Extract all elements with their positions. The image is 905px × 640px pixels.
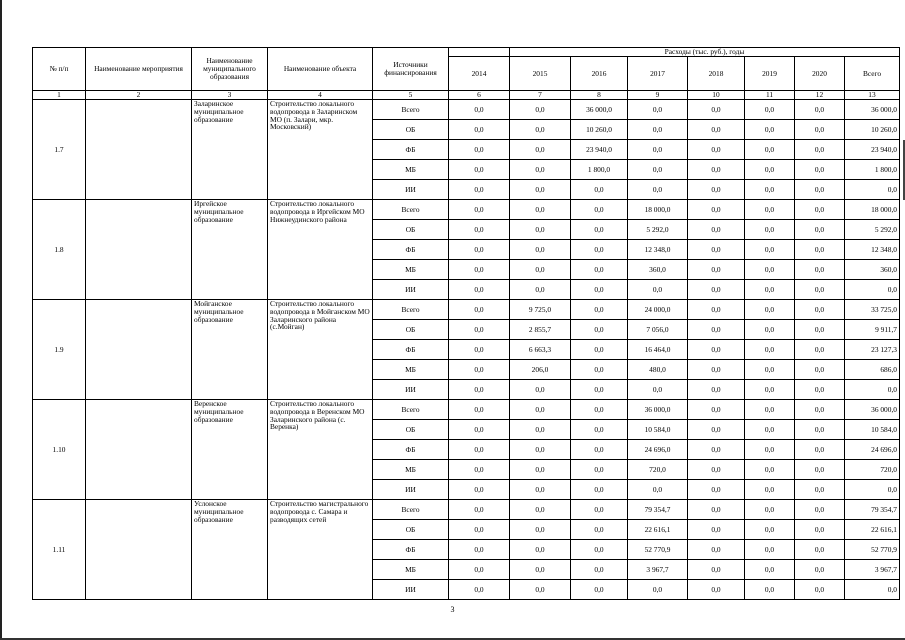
year-value: 0,0 xyxy=(510,580,571,600)
funding-source: МБ xyxy=(373,560,449,580)
total-value: 22 616,1 xyxy=(845,520,900,540)
column-number: 7 xyxy=(510,91,571,100)
table-row xyxy=(33,200,900,220)
year-value: 16 464,0 xyxy=(628,340,688,360)
total-value: 5 292,0 xyxy=(845,220,900,240)
year-value: 0,0 xyxy=(745,300,795,320)
municipality-name: Иргейское муниципальное образование xyxy=(192,200,268,300)
year-value: 3 967,7 xyxy=(628,560,688,580)
year-value: 0,0 xyxy=(688,440,745,460)
total-value: 1 800,0 xyxy=(845,160,900,180)
year-value: 0,0 xyxy=(688,560,745,580)
year-value: 0,0 xyxy=(745,180,795,200)
year-value: 0,0 xyxy=(795,260,845,280)
year-value: 0,0 xyxy=(745,240,795,260)
year-value: 0,0 xyxy=(628,160,688,180)
year-value: 0,0 xyxy=(628,380,688,400)
funding-source: ОБ xyxy=(373,220,449,240)
year-value: 0,0 xyxy=(745,100,795,120)
column-number: 3 xyxy=(192,91,268,100)
year-value: 0,0 xyxy=(688,300,745,320)
year-value: 0,0 xyxy=(745,280,795,300)
total-value: 12 348,0 xyxy=(845,240,900,260)
year-value: 0,0 xyxy=(449,460,510,480)
year-value: 0,0 xyxy=(449,500,510,520)
total-value: 10 584,0 xyxy=(845,420,900,440)
year-value: 0,0 xyxy=(449,480,510,500)
column-number: 4 xyxy=(268,91,373,100)
year-value: 0,0 xyxy=(571,380,628,400)
year-value: 0,0 xyxy=(628,140,688,160)
year-value: 24 696,0 xyxy=(628,440,688,460)
total-value: 0,0 xyxy=(845,580,900,600)
year-value: 0,0 xyxy=(688,320,745,340)
year-value: 10 260,0 xyxy=(571,120,628,140)
year-value: 9 725,0 xyxy=(510,300,571,320)
scan-edge-left xyxy=(0,0,2,640)
municipality-name: Услонское муниципальное образование xyxy=(192,500,268,600)
year-value: 1 800,0 xyxy=(571,160,628,180)
total-value: 0,0 xyxy=(845,380,900,400)
year-value: 5 292,0 xyxy=(628,220,688,240)
year-value: 0,0 xyxy=(449,400,510,420)
year-value: 0,0 xyxy=(745,360,795,380)
funding-source: ФБ xyxy=(373,440,449,460)
total-value: 18 000,0 xyxy=(845,200,900,220)
year-value: 0,0 xyxy=(795,440,845,460)
year-value: 0,0 xyxy=(449,100,510,120)
row-number: 1.8 xyxy=(33,200,86,300)
year-value: 0,0 xyxy=(795,460,845,480)
total-value: 52 770,9 xyxy=(845,540,900,560)
year-value: 0,0 xyxy=(745,580,795,600)
year-value: 0,0 xyxy=(688,400,745,420)
object-name: Строительство магистрального водопровода с. Самара и разводящих сетей xyxy=(268,500,373,600)
year-value: 23 940,0 xyxy=(571,140,628,160)
funding-source: ИИ xyxy=(373,180,449,200)
year-value: 0,0 xyxy=(795,120,845,140)
year-value: 0,0 xyxy=(688,380,745,400)
funding-source: ОБ xyxy=(373,520,449,540)
year-value: 0,0 xyxy=(449,280,510,300)
year-value: 0,0 xyxy=(628,120,688,140)
year-value: 36 000,0 xyxy=(628,400,688,420)
year-value: 0,0 xyxy=(745,340,795,360)
year-value: 0,0 xyxy=(688,220,745,240)
year-value: 0,0 xyxy=(745,420,795,440)
year-value: 0,0 xyxy=(795,300,845,320)
year-value: 0,0 xyxy=(571,360,628,380)
header-year: 2019 xyxy=(745,57,795,91)
year-value: 0,0 xyxy=(688,520,745,540)
year-value: 79 354,7 xyxy=(628,500,688,520)
year-value: 0,0 xyxy=(795,340,845,360)
municipality-name: Заларинское муниципальное образование xyxy=(192,100,268,200)
year-value: 0,0 xyxy=(795,320,845,340)
year-value: 0,0 xyxy=(795,280,845,300)
year-value: 12 348,0 xyxy=(628,240,688,260)
header-year: 2017 xyxy=(628,57,688,91)
header-expenses: Расходы (тыс. руб.), годы xyxy=(510,48,900,57)
total-value: 36 000,0 xyxy=(845,400,900,420)
year-value: 0,0 xyxy=(795,200,845,220)
total-value: 3 967,7 xyxy=(845,560,900,580)
column-number: 10 xyxy=(688,91,745,100)
funding-source: ИИ xyxy=(373,480,449,500)
year-value: 0,0 xyxy=(571,560,628,580)
year-value: 0,0 xyxy=(745,200,795,220)
total-value: 9 911,7 xyxy=(845,320,900,340)
event-cell xyxy=(86,500,192,600)
column-numbers-row xyxy=(33,91,900,100)
year-value: 0,0 xyxy=(510,140,571,160)
year-value: 0,0 xyxy=(571,480,628,500)
year-value: 0,0 xyxy=(510,260,571,280)
table-row xyxy=(33,300,900,320)
header-year: 2014 xyxy=(449,57,510,91)
year-value: 0,0 xyxy=(449,380,510,400)
year-value: 0,0 xyxy=(571,580,628,600)
year-value: 0,0 xyxy=(510,560,571,580)
funding-source: ОБ xyxy=(373,320,449,340)
year-value: 0,0 xyxy=(795,160,845,180)
year-value: 52 770,9 xyxy=(628,540,688,560)
event-cell xyxy=(86,400,192,500)
table-row xyxy=(33,400,900,420)
year-value: 0,0 xyxy=(449,360,510,380)
year-value: 0,0 xyxy=(795,480,845,500)
year-value: 0,0 xyxy=(571,280,628,300)
year-value: 0,0 xyxy=(745,520,795,540)
object-name: Строительство локального водопровода в Заларинском МО (п. Залари, мкр. Московский) xyxy=(268,100,373,200)
year-value: 0,0 xyxy=(628,180,688,200)
header-event: Наименование мероприятия xyxy=(86,48,192,91)
year-value: 0,0 xyxy=(571,540,628,560)
year-value: 0,0 xyxy=(449,420,510,440)
column-number: 5 xyxy=(373,91,449,100)
header-year: 2016 xyxy=(571,57,628,91)
year-value: 0,0 xyxy=(688,480,745,500)
event-cell xyxy=(86,200,192,300)
table-row xyxy=(33,100,900,120)
year-value: 0,0 xyxy=(795,380,845,400)
year-value: 0,0 xyxy=(449,300,510,320)
year-value: 0,0 xyxy=(510,480,571,500)
header-source: Источники финансирования xyxy=(373,48,449,91)
year-value: 10 584,0 xyxy=(628,420,688,440)
row-number: 1.9 xyxy=(33,300,86,400)
object-name: Строительство локального водопровода в Мойганском МО Заларинского района (с.Мойган) xyxy=(268,300,373,400)
year-value: 0,0 xyxy=(571,180,628,200)
year-value: 0,0 xyxy=(745,440,795,460)
column-number: 8 xyxy=(571,91,628,100)
funding-source: ИИ xyxy=(373,280,449,300)
year-value: 0,0 xyxy=(688,340,745,360)
year-value: 36 000,0 xyxy=(571,100,628,120)
year-value: 0,0 xyxy=(449,560,510,580)
year-value: 0,0 xyxy=(688,280,745,300)
year-value: 0,0 xyxy=(745,220,795,240)
year-value: 0,0 xyxy=(745,320,795,340)
object-name: Строительство локального водопровода в Веренском МО Заларинского района (с. Веренка) xyxy=(268,400,373,500)
year-value: 0,0 xyxy=(510,180,571,200)
year-value: 0,0 xyxy=(628,480,688,500)
year-value: 24 000,0 xyxy=(628,300,688,320)
total-value: 23 940,0 xyxy=(845,140,900,160)
event-cell xyxy=(86,300,192,400)
year-value: 0,0 xyxy=(510,420,571,440)
year-value: 480,0 xyxy=(628,360,688,380)
year-value: 720,0 xyxy=(628,460,688,480)
year-value: 0,0 xyxy=(688,160,745,180)
year-value: 0,0 xyxy=(510,460,571,480)
year-value: 0,0 xyxy=(688,460,745,480)
year-value: 0,0 xyxy=(510,240,571,260)
year-value: 0,0 xyxy=(688,140,745,160)
year-value: 0,0 xyxy=(795,100,845,120)
header-year: 2018 xyxy=(688,57,745,91)
year-value: 0,0 xyxy=(449,140,510,160)
year-value: 0,0 xyxy=(688,240,745,260)
row-number: 1.7 xyxy=(33,100,86,200)
year-value: 2 855,7 xyxy=(510,320,571,340)
year-value: 0,0 xyxy=(510,500,571,520)
funding-source: МБ xyxy=(373,160,449,180)
object-name: Строительство локального водопровода в Иргейском МО Нижнеудинского района xyxy=(268,200,373,300)
year-value: 0,0 xyxy=(510,440,571,460)
year-value: 0,0 xyxy=(745,560,795,580)
year-value: 0,0 xyxy=(571,320,628,340)
total-value: 0,0 xyxy=(845,180,900,200)
total-value: 33 725,0 xyxy=(845,300,900,320)
year-value: 0,0 xyxy=(688,260,745,280)
municipality-name: Мойганское муниципальное образование xyxy=(192,300,268,400)
year-value: 0,0 xyxy=(449,160,510,180)
total-value: 79 354,7 xyxy=(845,500,900,520)
year-value: 0,0 xyxy=(795,420,845,440)
year-value: 0,0 xyxy=(688,200,745,220)
funding-source: МБ xyxy=(373,460,449,480)
year-value: 22 616,1 xyxy=(628,520,688,540)
funding-source: Всего xyxy=(373,300,449,320)
expenses-table xyxy=(32,47,900,600)
year-value: 360,0 xyxy=(628,260,688,280)
year-value: 0,0 xyxy=(571,500,628,520)
year-value: 0,0 xyxy=(745,120,795,140)
total-value: 36 000,0 xyxy=(845,100,900,120)
year-value: 0,0 xyxy=(688,420,745,440)
total-value: 10 260,0 xyxy=(845,120,900,140)
year-value: 0,0 xyxy=(571,200,628,220)
year-value: 0,0 xyxy=(510,280,571,300)
total-value: 720,0 xyxy=(845,460,900,480)
year-value: 0,0 xyxy=(510,380,571,400)
year-value: 0,0 xyxy=(745,500,795,520)
year-value: 0,0 xyxy=(571,340,628,360)
year-value: 0,0 xyxy=(571,400,628,420)
year-value: 0,0 xyxy=(449,200,510,220)
funding-source: ФБ xyxy=(373,240,449,260)
funding-source: ФБ xyxy=(373,140,449,160)
year-value: 0,0 xyxy=(449,120,510,140)
year-value: 0,0 xyxy=(745,140,795,160)
year-value: 0,0 xyxy=(795,540,845,560)
funding-source: Всего xyxy=(373,400,449,420)
year-value: 0,0 xyxy=(745,460,795,480)
year-value: 0,0 xyxy=(449,240,510,260)
funding-source: ФБ xyxy=(373,540,449,560)
year-value: 0,0 xyxy=(571,240,628,260)
header-no: № п/п xyxy=(33,48,86,91)
year-value: 0,0 xyxy=(795,500,845,520)
year-value: 0,0 xyxy=(688,180,745,200)
year-value: 0,0 xyxy=(795,180,845,200)
year-value: 0,0 xyxy=(510,160,571,180)
year-value: 0,0 xyxy=(795,520,845,540)
year-value: 0,0 xyxy=(745,540,795,560)
funding-source: Всего xyxy=(373,500,449,520)
year-value: 0,0 xyxy=(449,440,510,460)
funding-source: МБ xyxy=(373,260,449,280)
year-value: 0,0 xyxy=(510,100,571,120)
total-value: 0,0 xyxy=(845,480,900,500)
year-value: 0,0 xyxy=(628,100,688,120)
year-value: 0,0 xyxy=(449,540,510,560)
year-value: 0,0 xyxy=(628,280,688,300)
year-value: 0,0 xyxy=(449,340,510,360)
table-body xyxy=(33,100,900,600)
event-cell xyxy=(86,100,192,200)
year-value: 0,0 xyxy=(571,220,628,240)
funding-source: ОБ xyxy=(373,120,449,140)
year-value: 18 000,0 xyxy=(628,200,688,220)
year-value: 0,0 xyxy=(628,580,688,600)
funding-source: Всего xyxy=(373,200,449,220)
column-number: 13 xyxy=(845,91,900,100)
year-value: 0,0 xyxy=(688,360,745,380)
year-value: 0,0 xyxy=(795,220,845,240)
funding-source: МБ xyxy=(373,360,449,380)
total-value: 0,0 xyxy=(845,280,900,300)
year-value: 0,0 xyxy=(449,320,510,340)
year-value: 206,0 xyxy=(510,360,571,380)
year-value: 0,0 xyxy=(745,480,795,500)
year-value: 0,0 xyxy=(571,260,628,280)
column-number: 1 xyxy=(33,91,86,100)
year-value: 0,0 xyxy=(795,140,845,160)
year-value: 0,0 xyxy=(688,100,745,120)
table-row xyxy=(33,500,900,520)
header-municipality: Наименование муниципального образования xyxy=(192,48,268,91)
year-value: 0,0 xyxy=(510,540,571,560)
year-value: 0,0 xyxy=(510,220,571,240)
funding-source: ФБ xyxy=(373,340,449,360)
year-value: 0,0 xyxy=(745,380,795,400)
municipality-name: Веренское муниципальное образование xyxy=(192,400,268,500)
year-value: 0,0 xyxy=(745,260,795,280)
year-value: 0,0 xyxy=(795,360,845,380)
row-number: 1.11 xyxy=(33,500,86,600)
header-object: Наименование объекта xyxy=(268,48,373,91)
year-value: 0,0 xyxy=(745,160,795,180)
year-value: 0,0 xyxy=(571,520,628,540)
total-value: 360,0 xyxy=(845,260,900,280)
year-value: 0,0 xyxy=(510,200,571,220)
column-number: 11 xyxy=(745,91,795,100)
year-value: 0,0 xyxy=(571,440,628,460)
year-value: 0,0 xyxy=(571,460,628,480)
funding-source: Всего xyxy=(373,100,449,120)
year-value: 7 056,0 xyxy=(628,320,688,340)
year-value: 0,0 xyxy=(745,400,795,420)
year-value: 0,0 xyxy=(449,220,510,240)
year-value: 0,0 xyxy=(510,400,571,420)
header-year: 2020 xyxy=(795,57,845,91)
year-value: 0,0 xyxy=(510,120,571,140)
year-value: 0,0 xyxy=(795,400,845,420)
column-number: 9 xyxy=(628,91,688,100)
funding-source: ИИ xyxy=(373,580,449,600)
total-value: 24 696,0 xyxy=(845,440,900,460)
year-value: 0,0 xyxy=(449,580,510,600)
page-number: 3 xyxy=(450,605,455,614)
column-number: 12 xyxy=(795,91,845,100)
column-number: 6 xyxy=(449,91,510,100)
total-value: 23 127,3 xyxy=(845,340,900,360)
funding-source: ИИ xyxy=(373,380,449,400)
year-value: 0,0 xyxy=(510,520,571,540)
year-value: 0,0 xyxy=(688,580,745,600)
header-year: 2015 xyxy=(510,57,571,91)
year-value: 0,0 xyxy=(795,580,845,600)
total-value: 686,0 xyxy=(845,360,900,380)
year-value: 0,0 xyxy=(571,420,628,440)
year-value: 0,0 xyxy=(449,520,510,540)
year-value: 0,0 xyxy=(449,260,510,280)
year-value: 0,0 xyxy=(688,120,745,140)
column-number: 2 xyxy=(86,91,192,100)
year-value: 0,0 xyxy=(571,300,628,320)
year-value: 0,0 xyxy=(795,560,845,580)
year-value: 0,0 xyxy=(795,240,845,260)
row-number: 1.10 xyxy=(33,400,86,500)
year-value: 0,0 xyxy=(688,540,745,560)
funding-source: ОБ xyxy=(373,420,449,440)
year-value: 6 663,3 xyxy=(510,340,571,360)
year-value: 0,0 xyxy=(688,500,745,520)
header-year: Всего xyxy=(845,57,900,91)
year-value: 0,0 xyxy=(449,180,510,200)
